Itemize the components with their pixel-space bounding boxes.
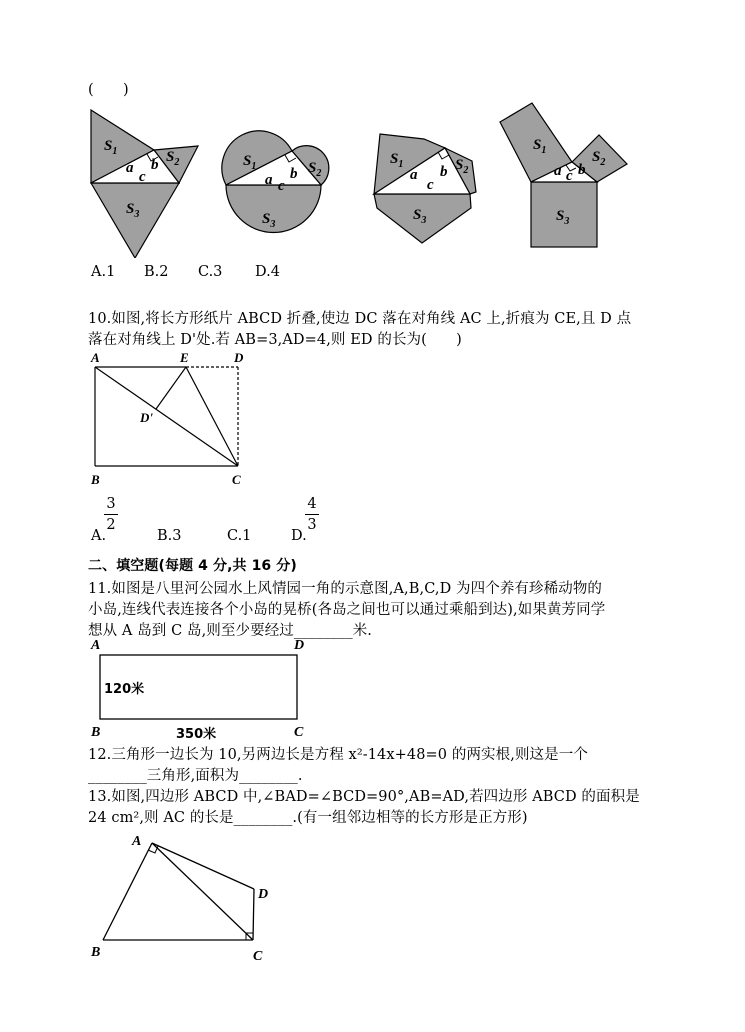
q9-option-c: C.3 xyxy=(198,264,223,280)
q13-figure xyxy=(88,828,278,968)
q9-option-a: A.1 xyxy=(91,264,116,280)
q11-text-line2: 小岛,连线代表连接各个小岛的晃桥(各岛之间也可以通过乘船到达),如果黄芳同学 xyxy=(88,602,606,618)
svg-text:B: B xyxy=(91,472,100,487)
q10-option-a-fraction xyxy=(104,496,118,533)
q9-answer-blank: ( ) xyxy=(88,82,129,98)
q10-option-d-prefix: D. xyxy=(291,528,307,544)
q10-text-line1: 10.如图,将长方形纸片 ABCD 折叠,使边 DC 落在对角线 AC 上,折痕为 CE,且 D 点 xyxy=(88,311,632,327)
svg-text:350米: 350米 xyxy=(176,727,217,742)
svg-text:S3: $S_3$ xyxy=(556,208,570,227)
svg-text:D': D' xyxy=(140,410,153,425)
svg-text:D: D xyxy=(258,887,269,902)
svg-text:D: D xyxy=(234,350,244,365)
q12-text-line2: ________三角形,面积为________. xyxy=(88,768,303,784)
q10-text-line2: 落在对角线上 D'处.若 AB=3,AD=4,则 ED 的长为( ) xyxy=(88,332,462,348)
q10-option-a-denominator: 2 xyxy=(106,517,116,533)
svg-text:a: a xyxy=(410,167,418,183)
q11-text-line3: 想从 A 岛到 C 岛,则至少要经过________米. xyxy=(88,623,373,639)
q10-option-a-prefix: A. xyxy=(91,528,107,544)
svg-text:S3: $S_3$ xyxy=(262,211,276,230)
svg-text:B: B xyxy=(91,945,101,960)
svg-text:E: E xyxy=(180,350,189,365)
svg-text:c: c xyxy=(139,169,146,185)
svg-text:b: b xyxy=(151,157,159,173)
q12-text-line1: 12.三角形一边长为 10,另两边长是方程 x²-14x+48=0 的两实根,则这是一个 xyxy=(88,747,588,763)
svg-text:A: A xyxy=(132,834,142,849)
svg-text:a: a xyxy=(554,163,562,179)
svg-text:D: D xyxy=(294,638,305,653)
svg-text:C: C xyxy=(294,725,304,740)
svg-text:b: b xyxy=(290,166,298,182)
svg-text:b: b xyxy=(578,162,586,178)
svg-text:S1: $S_1$ xyxy=(243,153,257,172)
q10-option-d-denominator: 3 xyxy=(307,517,317,533)
svg-text:S1: $S_1$ xyxy=(533,137,547,156)
q10-option-d-fraction xyxy=(305,496,319,533)
svg-text:c: c xyxy=(427,177,434,193)
q11-figure xyxy=(88,636,318,744)
q10-option-a-numerator: 3 xyxy=(106,496,116,512)
svg-text:S2: $S_2$ xyxy=(592,149,606,168)
svg-text:b: b xyxy=(440,164,448,180)
q10-option-c: C.1 xyxy=(227,528,252,544)
svg-text:A: A xyxy=(91,638,101,653)
q9-option-d: D.4 xyxy=(255,264,280,280)
svg-text:c: c xyxy=(566,168,573,184)
q10-option-d-numerator: 4 xyxy=(307,496,317,512)
svg-text:S2: $S_2$ xyxy=(455,157,469,176)
svg-text:a: a xyxy=(126,160,134,176)
svg-text:120米: 120米 xyxy=(104,682,145,697)
svg-text:S3: $S_3$ xyxy=(413,207,427,226)
svg-text:S2: $S_2$ xyxy=(308,160,322,179)
svg-text:B: B xyxy=(91,725,101,740)
section-heading: 二、填空题(每题 4 分,共 16 分) xyxy=(88,558,297,574)
q11-text-line1: 11.如图是八里河公园水上风情园一角的示意图,A,B,C,D 为四个养有珍稀动物的 xyxy=(88,581,603,597)
q9-option-b: B.2 xyxy=(144,264,169,280)
svg-text:S1: $S_1$ xyxy=(104,138,118,157)
svg-text:A: A xyxy=(91,350,100,365)
svg-text:S2: $S_2$ xyxy=(166,149,180,168)
svg-text:S3: $S_3$ xyxy=(126,201,140,220)
svg-text:c: c xyxy=(278,178,285,194)
q13-text-line1: 13.如图,四边形 ABCD 中,∠BAD=∠BCD=90°,AB=AD,若四边形 ABCD 的面积是 xyxy=(88,789,640,805)
svg-text:a: a xyxy=(265,172,273,188)
svg-text:C: C xyxy=(232,472,241,487)
q10-option-b: B.3 xyxy=(157,528,182,544)
q13-text-line2: 24 cm²,则 AC 的长是________.(有一组邻边相等的长方形是正方形) xyxy=(88,810,528,826)
q9-figures xyxy=(80,98,640,258)
q10-figure xyxy=(88,348,258,490)
svg-text:S1: $S_1$ xyxy=(390,151,404,170)
fig1-s3-triangle xyxy=(91,183,179,258)
svg-text:C: C xyxy=(253,949,263,964)
